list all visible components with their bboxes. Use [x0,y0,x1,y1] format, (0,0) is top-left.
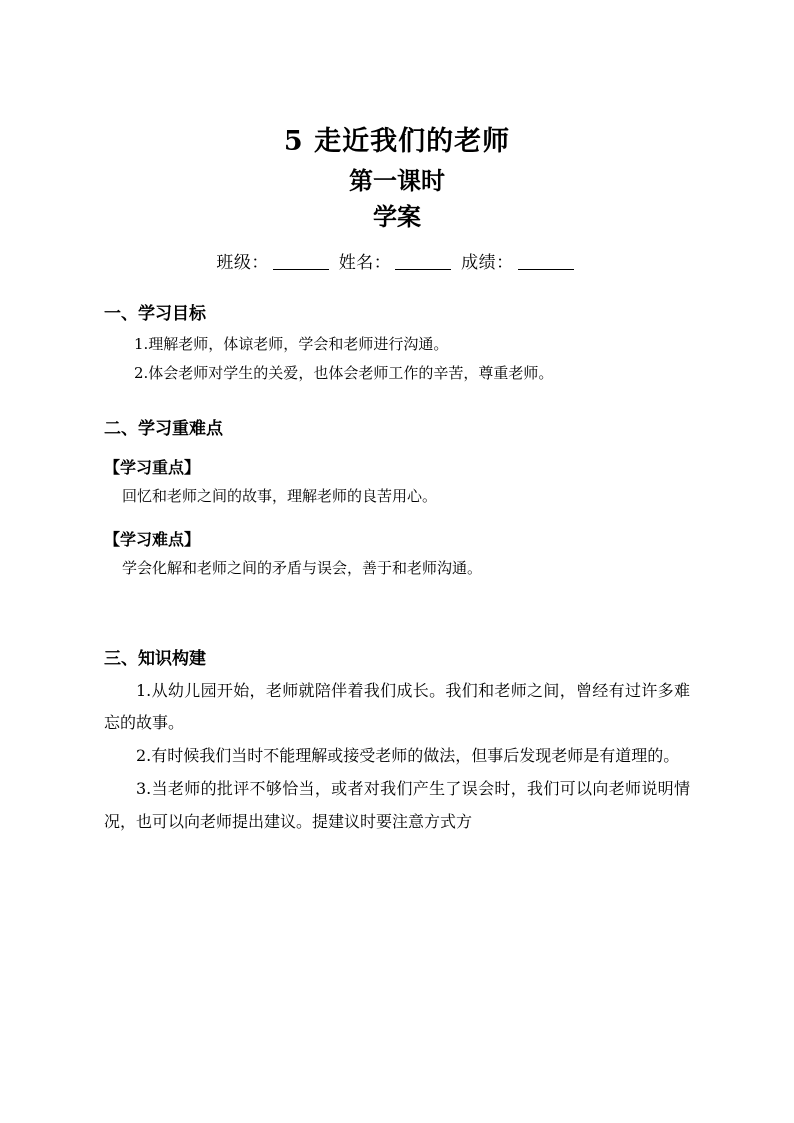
page-subtitle: 第一课时 [349,166,445,196]
page-subtitle-secondary: 学案 [373,202,421,232]
difficult-point-text: 学会化解和老师之间的矛盾与误会，善于和老师沟通。 [122,559,483,578]
name-blank[interactable] [395,252,451,270]
section-spacer [104,584,690,618]
score-label: 成绩： [461,252,514,273]
section-heading-objectives: 一、学习目标 [104,303,206,324]
sub-heading-difficult-point: 【学习难点】 [104,530,201,550]
student-info-line [104,248,690,273]
sub-heading-key-point: 【学习重点】 [104,458,201,478]
objective-item-2: 2.体会老师对学生的关爱，也体会老师工作的辛苦，尊重老师。 [134,363,554,382]
class-blank[interactable] [273,252,329,270]
key-point-text: 回忆和老师之间的故事，理解老师的良苦用心。 [122,487,438,506]
section-heading-key-points: 二、学习重难点 [104,419,223,440]
title-block [104,124,690,234]
knowledge-item-2: 2.有时候我们当时不能理解或接受老师的做法，但事后发现老师是有道理的。 [136,746,680,766]
page-title: 5 走近我们的老师 [283,126,511,157]
knowledge-item-1: 1.从幼儿园开始，老师就陪伴着我们成长。我们和老师之间，曾经有过许多难忘的故事。 [104,680,690,733]
class-label: 班级： [216,252,269,273]
score-blank[interactable] [518,252,574,270]
name-label: 姓名： [338,252,392,273]
objective-item-1: 1.理解老师，体谅老师，学会和老师进行沟通。 [134,334,449,353]
section-heading-knowledge: 三、知识构建 [104,648,206,669]
knowledge-item-3: 3.当老师的批评不够恰当，或者对我们产生了误会时，我们可以向老师说明情况，也可以向老师提出建议。提建议时要注意方式方 [104,779,690,831]
